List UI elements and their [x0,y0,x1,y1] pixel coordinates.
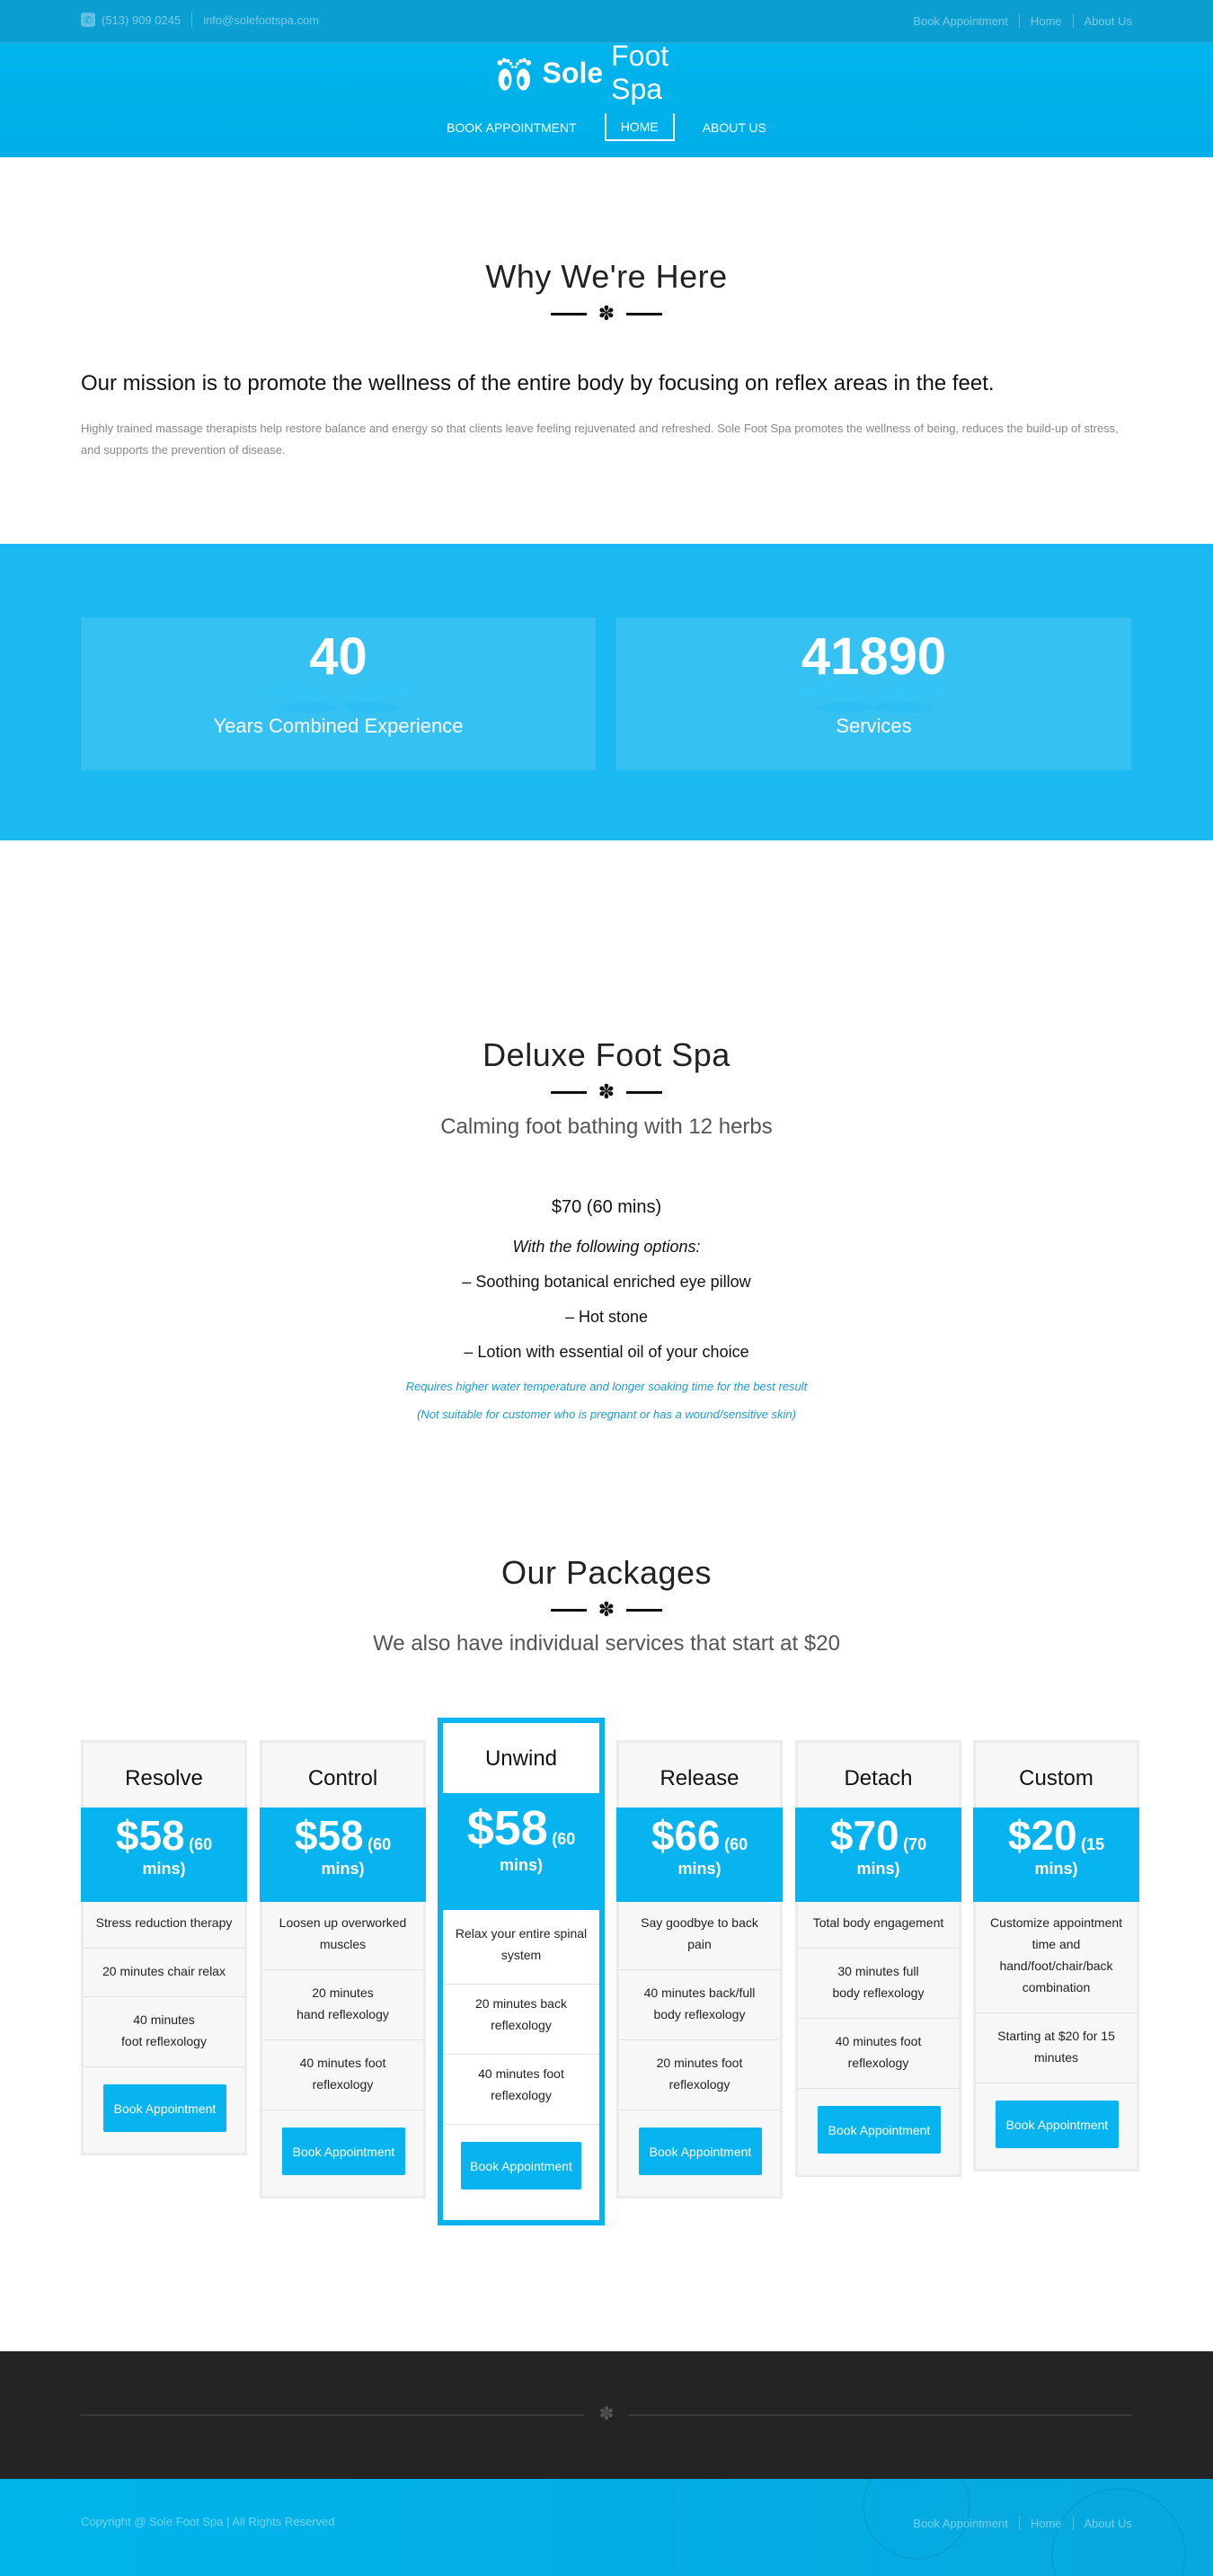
stat-card-services [616,617,1131,770]
divider-line [626,1091,662,1094]
package-feature: Relax your entire spinal system [455,1926,588,1962]
packages-title: Our Packages [500,1554,713,1591]
deluxe-option: – Hot stone [564,1308,649,1326]
price-unit: mins) [142,1860,186,1878]
feature-separator [262,1969,423,1970]
price-amount: $58 [294,1812,364,1859]
topbar-link-about[interactable]: About Us [1084,13,1132,28]
package-card-control [260,1740,426,2198]
feature-separator [619,2039,780,2040]
feature-separator [84,1996,244,1997]
deluxe-options-intro: With the following options: [512,1238,701,1256]
price-duration: (60 [552,1830,576,1848]
package-price [81,1808,247,1902]
package-feature: 20 minutes chair relax [102,1964,226,1978]
header [0,40,1213,157]
package-name: Custom [1019,1766,1093,1790]
nav-book-appointment[interactable]: BOOK APPOINTMENT [446,120,577,135]
footer-divider-line [629,2414,1132,2416]
divider-line [626,1609,662,1612]
package-card-release [616,1740,783,2198]
package-feature: Say goodbye to back pain [641,1915,758,1951]
package-card-resolve [81,1740,247,2155]
phone-icon: ✆ [81,13,95,27]
package-price [616,1808,783,1902]
brand-name-light: Foot Spa [611,40,669,105]
price-duration: (15 [1081,1835,1105,1853]
flower-icon: ✽ [598,302,615,324]
package-price [795,1808,961,1902]
package-feature: 20 minutes hand reflexology [297,1985,389,2021]
price-amount: $70 [829,1812,899,1859]
package-feature: 40 minutes foot reflexology [478,2066,564,2102]
feature-separator [798,1948,959,1949]
price-amount: $58 [466,1801,548,1855]
package-name: Release [660,1766,739,1790]
package-feature: Customize appointment time and hand/foot/chair/back combination [989,1915,1123,1994]
feature-separator [84,1948,244,1949]
feature-separator [443,1984,599,1985]
separator [1073,13,1074,28]
price-duration: (70 [903,1835,927,1853]
package-name: Detach [844,1766,913,1790]
package-price [438,1793,605,1910]
deluxe-price: $70 (60 mins) [551,1197,662,1217]
divider-line [551,1609,587,1612]
book-appointment-button[interactable]: Book Appointment [461,2142,581,2190]
stat-label: Years Combined Experience [213,715,464,737]
package-name: Unwind [484,1746,558,1771]
divider-line [551,1091,587,1094]
package-card-unwind [438,1718,605,2225]
stats-section [0,544,1213,840]
package-name: Control [307,1766,378,1790]
deluxe-note: (Not suitable for customer who is pregnant or has a wound/sensitive skin) [417,1408,796,1421]
price-unit: mins) [321,1860,365,1878]
separator [1073,2516,1074,2530]
package-name: Resolve [125,1766,203,1790]
feature-separator [262,2039,423,2040]
deluxe-note: Requires higher water temperature and longer soaking time for the best result [405,1380,808,1393]
footer-divider-line [81,2414,584,2416]
book-appointment-button[interactable]: Book Appointment [639,2127,762,2175]
book-appointment-button[interactable]: Book Appointment [282,2127,405,2175]
mission-text: Highly trained massage therapists help restore balance and energy so that clients leave feeling rejuvenated and refreshed. Sole Foot Spa promotes the wellness of being, reduces the build-up of stress, and supports the prevention of disease. [81,422,1119,457]
deluxe-option: – Soothing botanical enriched eye pillow [462,1273,751,1291]
price-amount: $20 [1007,1812,1077,1859]
book-appointment-button[interactable]: Book Appointment [996,2101,1119,2148]
phone-number[interactable]: (513) 909 0245 [102,13,182,27]
package-feature: 40 minutes back/full body reflexology [643,1985,756,2021]
price-duration: (60 [189,1835,213,1853]
package-card-custom [973,1740,1139,2172]
packages-subtitle: We also have individual services that start at $20 [373,1631,840,1656]
nav-about-us[interactable]: ABOUT US [702,120,766,135]
price-unit: mins) [1034,1860,1078,1878]
price-duration: (60 [367,1835,392,1853]
feature-separator [443,2054,599,2055]
brand-name-bold: Sole [542,56,604,89]
price-unit: mins) [856,1860,900,1878]
decorative-circle [1051,2488,1186,2576]
package-card-detach [795,1740,961,2177]
footer-bottom [0,2479,1213,2576]
package-price [973,1808,1139,1902]
separator [191,13,192,27]
logo[interactable] [493,40,720,105]
main-nav [0,113,1213,141]
separator [1019,13,1020,28]
book-appointment-button[interactable]: Book Appointment [818,2106,941,2154]
package-price [260,1808,426,1902]
flower-icon: ✽ [598,2404,615,2424]
mission-heading: Our mission is to promote the wellness of the entire body by focusing on reflex areas in the feet. [81,371,995,395]
why-title: Why We're Here [485,258,728,295]
package-feature: 40 minutes foot reflexology [121,2012,207,2048]
topbar [0,0,1213,43]
feature-separator [798,2088,959,2089]
deluxe-option: – Lotion with essential oil of your choice [464,1343,749,1361]
topbar-link-home[interactable]: Home [1030,13,1062,28]
email-link[interactable]: info@solefootspa.com [203,13,320,27]
copyright-text: Copyright @ Sole Foot Spa | All Rights Reserved [81,2515,335,2528]
price-unit: mins) [499,1856,543,1874]
price-duration: (60 [724,1835,748,1853]
separator [1019,2516,1020,2530]
stat-value: 41890 [801,627,947,686]
flower-icon: ✽ [598,1080,615,1103]
section-divider [551,1599,662,1621]
package-feature: 40 minutes foot reflexology [835,2034,922,2070]
topbar-links [913,13,1132,28]
topbar-link-book[interactable]: Book Appointment [913,13,1008,28]
price-unit: mins) [677,1860,722,1878]
flower-icon: ✽ [598,1598,615,1621]
package-feature: 40 minutes foot reflexology [299,2056,386,2092]
section-divider [551,1081,662,1103]
book-appointment-button[interactable]: Book Appointment [103,2084,226,2132]
price-amount: $66 [651,1812,721,1859]
feature-separator [976,2012,1137,2013]
section-divider [551,303,662,324]
footer-link-about[interactable]: About Us [1084,2516,1132,2530]
package-feature: Loosen up overworked muscles [279,1915,407,1951]
footer-links [913,2516,1132,2530]
deluxe-title: Deluxe Foot Spa [483,1036,730,1073]
package-feature: Starting at $20 for 15 minutes [997,2029,1115,2065]
package-feature: Stress reduction therapy [95,1915,233,1930]
package-feature: 20 minutes foot reflexology [656,2056,743,2092]
feature-separator [443,2124,599,2125]
package-feature: 30 minutes full body reflexology [832,1964,925,2000]
deluxe-subtitle: Calming foot bathing with 12 herbs [440,1115,773,1139]
divider-line [551,313,587,315]
price-amount: $58 [115,1812,185,1859]
feature-separator [798,2018,959,2019]
contact-info [81,13,319,27]
footer-link-home[interactable]: Home [1030,2516,1062,2530]
feature-separator [619,1969,780,1970]
stat-value: 40 [309,627,367,686]
package-feature: Total body engagement [812,1915,944,1930]
nav-home[interactable]: HOME [605,113,675,141]
footer-link-book[interactable]: Book Appointment [913,2516,1008,2530]
feature-separator [84,2066,244,2067]
package-feature: 20 minutes back reflexology [475,1996,567,2032]
footer-top [0,2351,1213,2479]
divider-line [626,313,662,315]
stat-card-experience [81,617,596,770]
stat-label: Services [836,715,912,737]
feet-logo-icon [493,51,536,94]
